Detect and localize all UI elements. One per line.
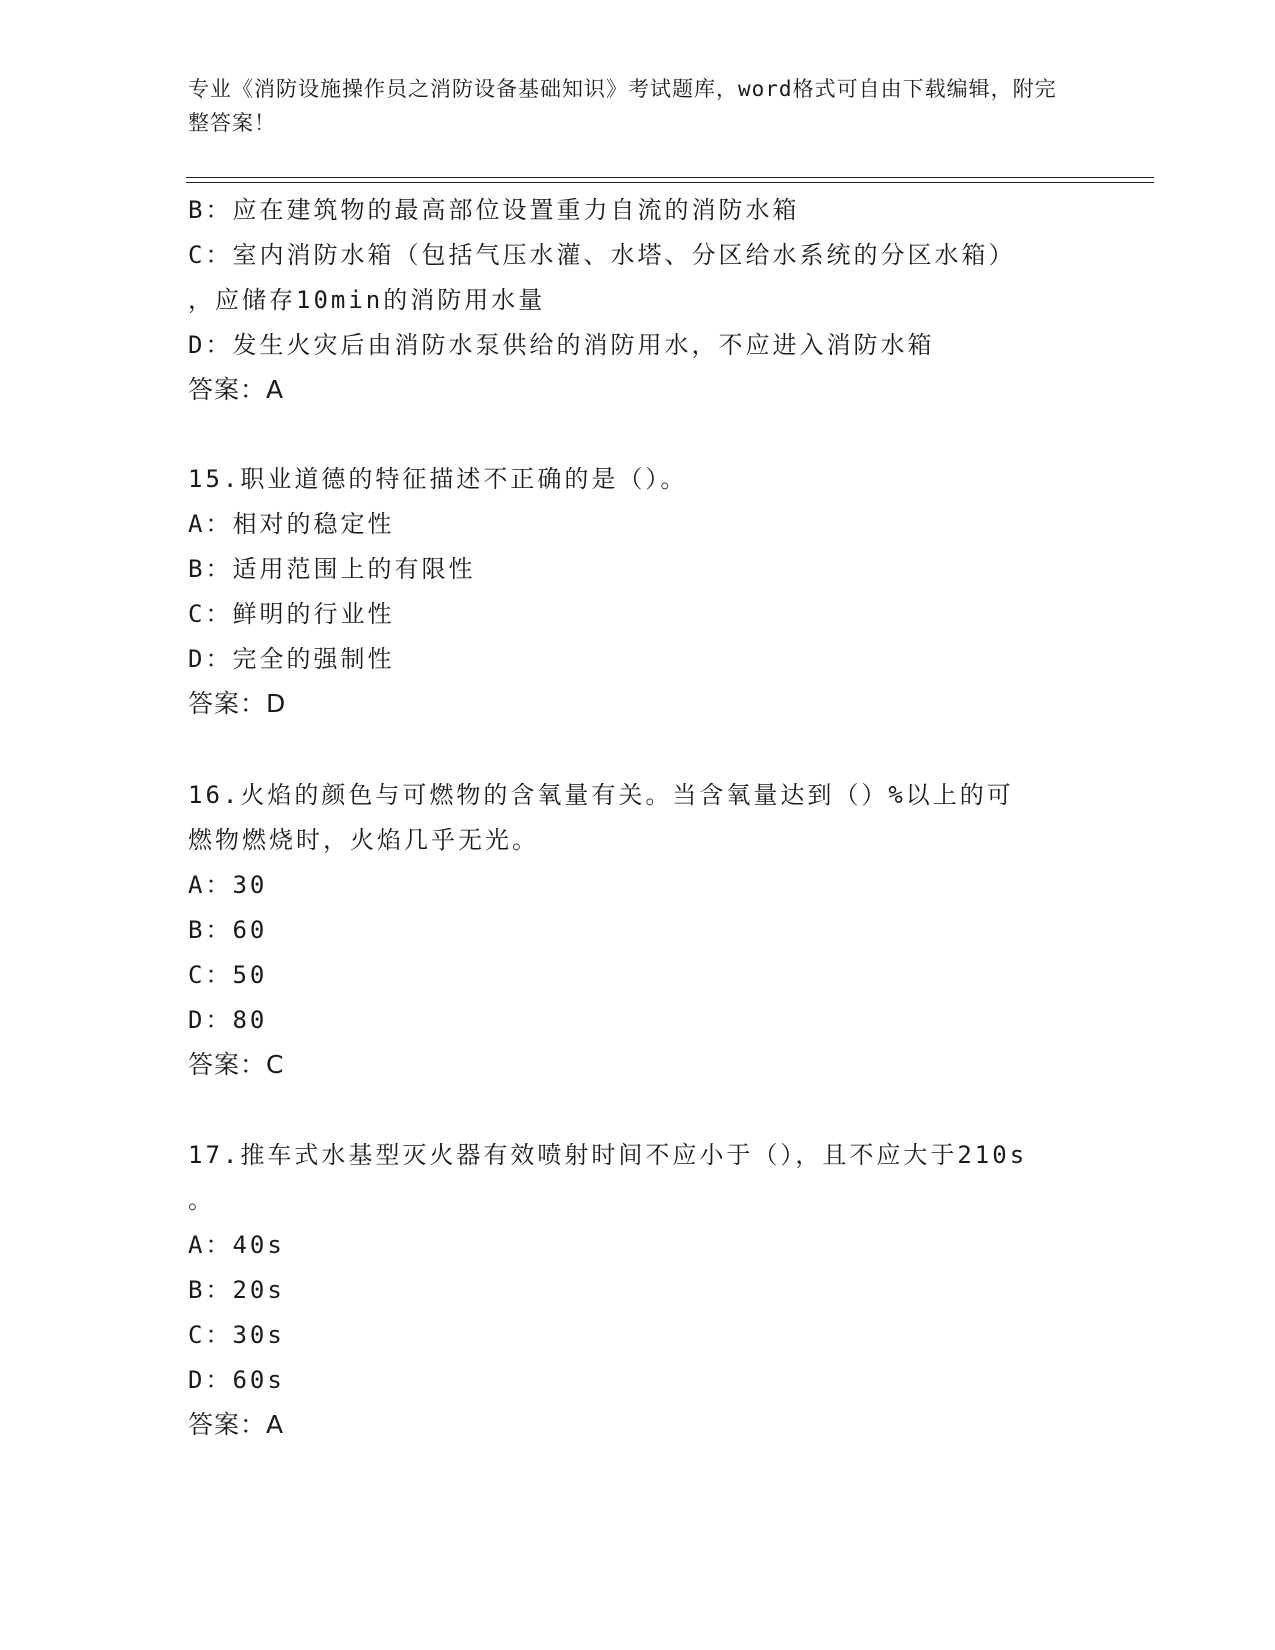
q14-answer: 答案：A [188,375,285,404]
q17-option-a: A：40s [188,1231,285,1259]
q14-option-c-line1: C：室内消防水箱（包括气压水灌、水塔、分区给水系统的分区水箱） [188,241,1016,269]
q14-option-c-line2: ，应储存10min的消防用水量 [188,286,546,314]
q17-stem-line2: 。 [188,1186,215,1214]
q14-option-d: D：发生火灾后由消防水泵供给的消防用水，不应进入消防水箱 [188,331,935,359]
header-divider-bottom [186,182,1154,183]
q16-option-d: D：80 [188,1006,268,1034]
q15-option-c: C：鲜明的行业性 [188,600,395,628]
q17-stem-line1: 17.推车式水基型灭火器有效喷射时间不应小于（），且不应大于210s [188,1141,1028,1169]
q17-answer: 答案：A [188,1410,285,1439]
header-divider-top [186,177,1154,178]
q15-answer: 答案：D [188,689,287,718]
q17-option-d: D：60s [188,1366,285,1394]
q16-option-b: B：60 [188,916,268,944]
q15-stem: 15.职业道德的特征描述不正确的是（）。 [188,465,688,493]
q16-option-c: C：50 [188,961,268,989]
q17-option-b: B：20s [188,1276,285,1304]
q15-option-d: D：完全的强制性 [188,645,395,673]
q17-option-c: C：30s [188,1321,285,1349]
q16-option-a: A：30 [188,871,268,899]
q16-stem-line1: 16.火焰的颜色与可燃物的含氧量有关。当含氧量达到（）%以上的可 [188,781,1014,809]
q14-option-b: B：应在建筑物的最高部位设置重力自流的消防水箱 [188,196,800,224]
q16-stem-line2: 燃物燃烧时，火焰几乎无光。 [188,826,539,854]
q15-option-b: B：适用范围上的有限性 [188,555,476,583]
q16-answer: 答案：C [188,1050,285,1079]
q15-option-a: A：相对的稳定性 [188,510,395,538]
document-header: 专业《消防设施操作员之消防设备基础知识》考试题库，word格式可自由下载编辑，附完整答案！ [188,77,1057,135]
